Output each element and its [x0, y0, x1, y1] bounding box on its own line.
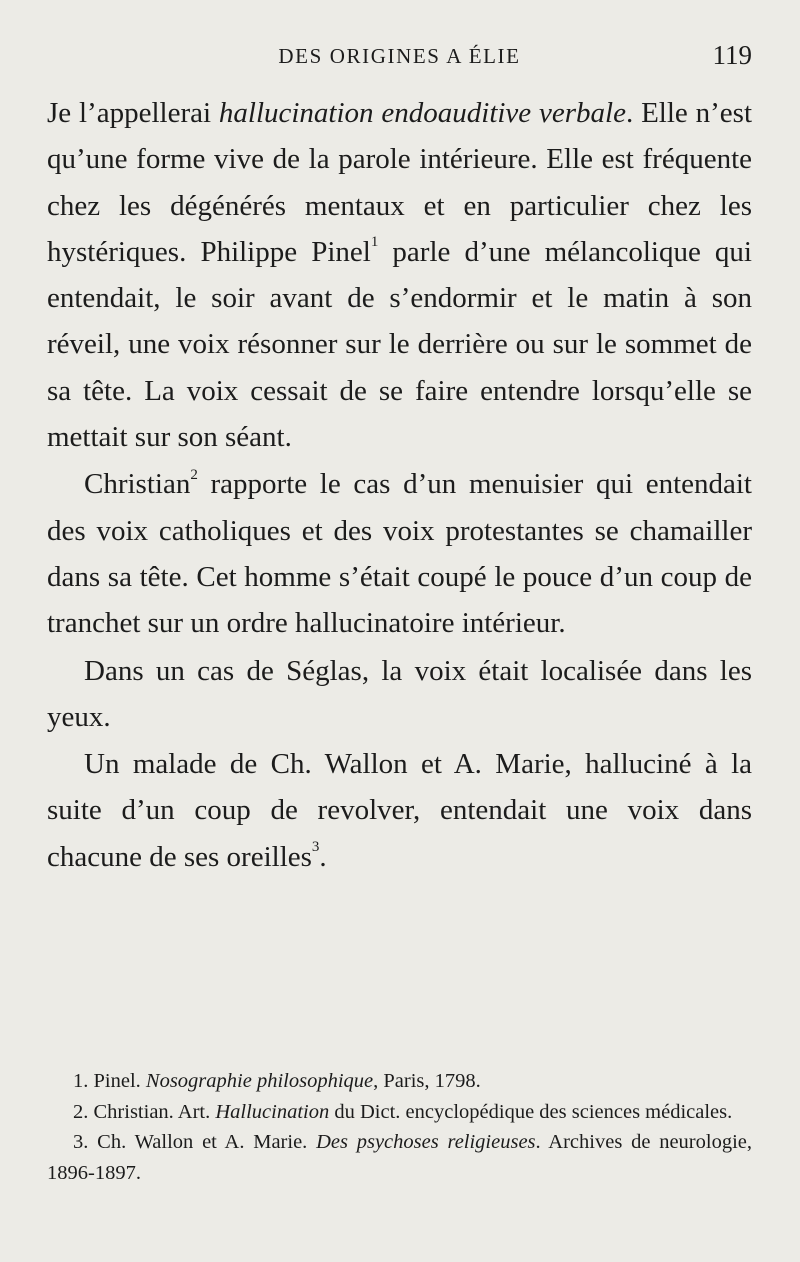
body-text	[47, 90, 752, 880]
footnote-text: 2. Christian. Art.	[73, 1100, 216, 1123]
text-run: .	[319, 840, 327, 873]
footnote-text: 3. Ch. Wallon et A. Marie.	[73, 1131, 317, 1153]
italic-term: hallucination endoauditive verbale	[218, 97, 626, 129]
footnotes	[47, 1066, 752, 1188]
footnote-title: Des psychoses religieuses	[316, 1131, 536, 1153]
footnote	[47, 1097, 752, 1128]
text-run: rapporte le cas d’un menuisier qui entendait des voix catholiques et des voix protestantes se chamailler dans sa tête. Cet homme s’était coupé le pouce d’un coup de tranchet sur un ordre hallucinatoire intérieur.	[47, 468, 752, 640]
running-title: DES ORIGINES A ÉLIE	[278, 44, 521, 68]
footnote-ref: 3	[311, 839, 320, 856]
text-run: . Elle n’est qu’une forme vive de la parole intérieure. Elle est fréquente chez les dégénérés mentaux et en particulier chez les hystériques. Philippe Pinel	[47, 97, 752, 268]
footnote-text: 1. Pinel.	[73, 1070, 146, 1092]
text-run: Un malade de Ch. Wallon et A. Marie, halluciné à la suite d’un coup de revolver, entendait une voix dans chacune de ses oreilles	[47, 748, 752, 873]
paragraph	[47, 648, 752, 741]
running-head	[47, 40, 752, 74]
paragraph	[47, 741, 752, 880]
text-run: parle d’une mélancolique qui entendait, le soir avant de s’endormir et le matin à son réveil, une voix résonner sur le derrière ou sur le sommet de sa tête. La voix cessait de se faire entendre lorsqu’elle se mettait sur son séant.	[47, 235, 752, 454]
paragraph	[47, 461, 752, 646]
footnote	[47, 1066, 752, 1097]
footnote-text: . Archives de neurologie, 1896-1897.	[47, 1131, 752, 1184]
text-run: Je l’appellerai	[47, 97, 219, 129]
footnote-ref: 1	[370, 234, 379, 251]
text-run: Dans un cas de Séglas, la voix était localisée dans les yeux.	[47, 654, 752, 733]
page-number: 119	[712, 40, 752, 70]
footnote-text: du Dict. encyclopédique des sciences médicales.	[329, 1100, 733, 1123]
footnote-title: Hallucination	[215, 1100, 330, 1123]
footnote	[47, 1127, 752, 1188]
paragraph	[47, 90, 752, 460]
footnote-text: , Paris, 1798.	[373, 1070, 481, 1092]
text-run: Christian	[84, 468, 191, 501]
footnote-title: Nosographie philosophique	[145, 1070, 374, 1092]
footnote-ref: 2	[190, 466, 198, 483]
